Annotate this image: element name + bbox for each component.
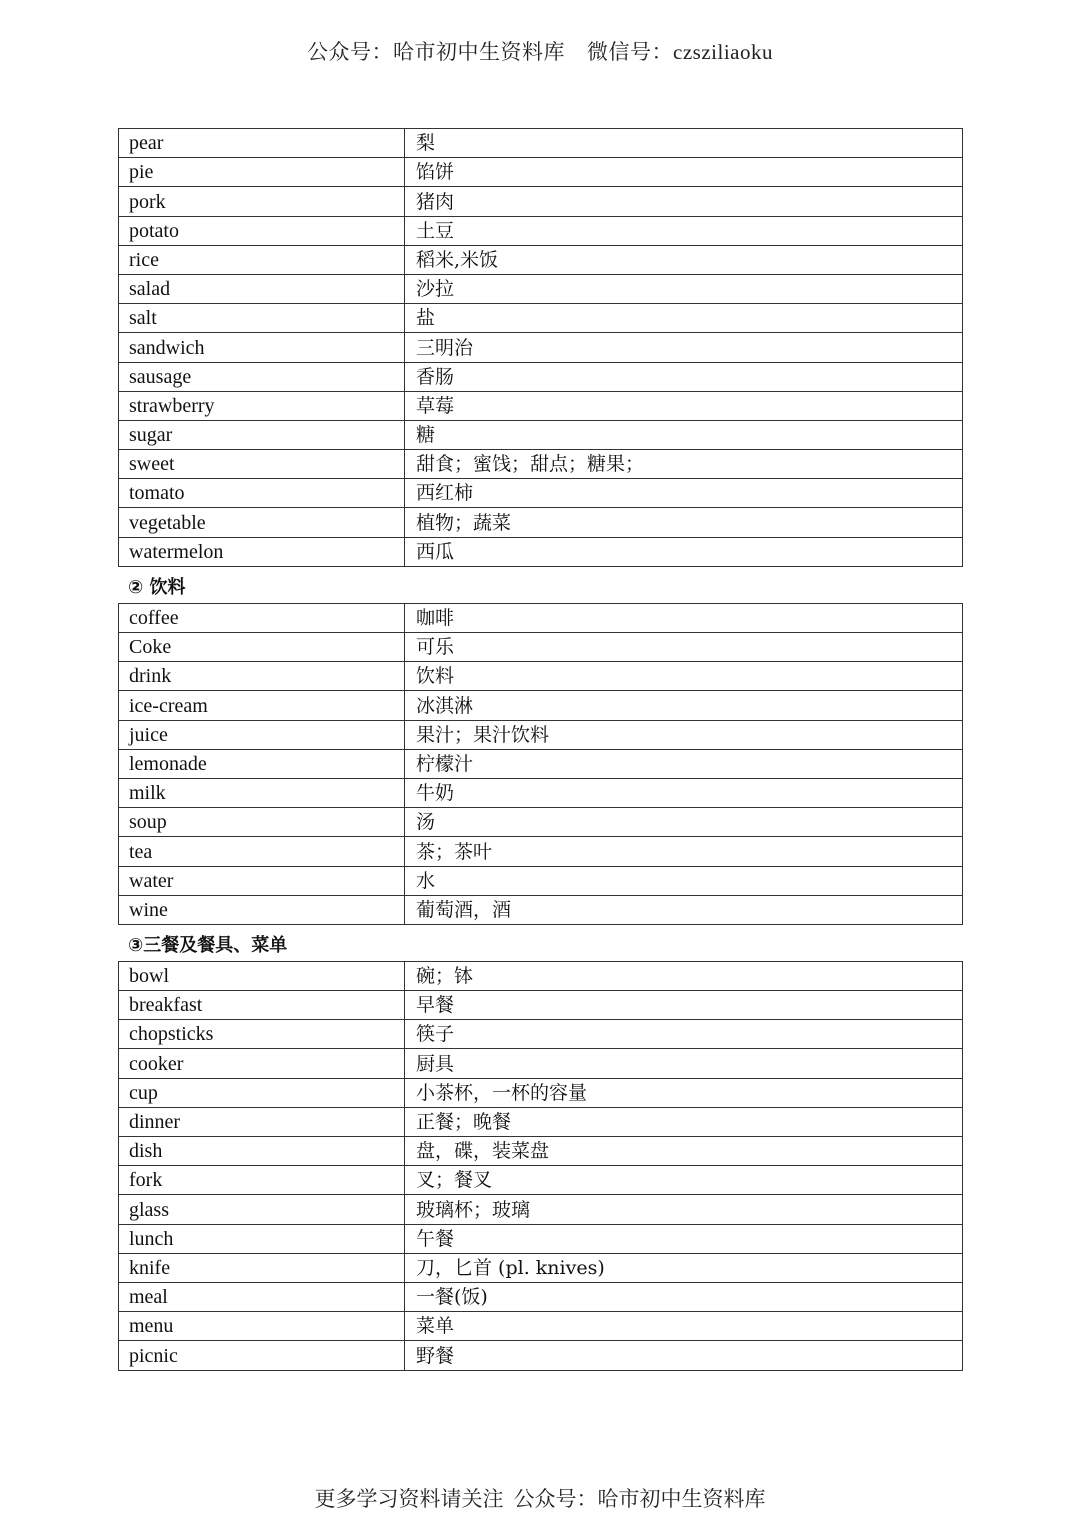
english-word: dinner [119,1107,405,1136]
english-word: dish [119,1137,405,1166]
english-word: salt [119,304,405,333]
english-word: picnic [119,1341,405,1370]
vocab-row [119,187,963,216]
header-wechat-label: 微信号：czsziliaoku [587,40,773,64]
chinese-meaning: 盐 [405,304,963,333]
english-word: milk [119,778,405,807]
english-word: soup [119,808,405,837]
english-word: tomato [119,479,405,508]
vocab-row [119,1195,963,1224]
vocab-row [119,1166,963,1195]
chinese-meaning: 筷子 [405,1020,963,1049]
vocab-row [119,720,963,749]
header-account-label: 公众号：哈市初中生资料库 [307,40,566,64]
vocab-row [119,304,963,333]
chinese-meaning: 三明治 [405,333,963,362]
english-word: strawberry [119,391,405,420]
vocab-row [119,961,963,990]
page-header [0,36,1080,66]
vocab-row [119,508,963,537]
section-title-meals-tableware: ③三餐及餐具、菜单 [128,934,288,956]
english-word: lunch [119,1224,405,1253]
english-word: pork [119,187,405,216]
english-word: breakfast [119,991,405,1020]
chinese-meaning: 碗；钵 [405,961,963,990]
vocab-row [119,362,963,391]
english-word: wine [119,895,405,924]
footer-more-label: 更多学习资料请关注 [314,1487,504,1511]
english-word: potato [119,216,405,245]
english-word: Coke [119,633,405,662]
english-word: chopsticks [119,1020,405,1049]
chinese-meaning: 咖啡 [405,603,963,632]
vocab-row [119,1049,963,1078]
chinese-meaning: 饮料 [405,662,963,691]
english-word: salad [119,274,405,303]
chinese-meaning: 叉；餐叉 [405,1166,963,1195]
english-word: pie [119,158,405,187]
vocab-row [119,1312,963,1341]
english-word: drink [119,662,405,691]
chinese-meaning: 沙拉 [405,274,963,303]
english-word: knife [119,1253,405,1282]
english-word: pear [119,129,405,158]
vocab-row [119,991,963,1020]
chinese-meaning: 西红柿 [405,479,963,508]
page-footer [0,1483,1080,1513]
chinese-meaning: 柠檬汁 [405,749,963,778]
english-word: cooker [119,1049,405,1078]
english-word: sausage [119,362,405,391]
vocab-row [119,216,963,245]
english-word: sugar [119,420,405,449]
vocab-row [119,129,963,158]
chinese-meaning: 土豆 [405,216,963,245]
english-word: glass [119,1195,405,1224]
vocab-row [119,662,963,691]
english-word: vegetable [119,508,405,537]
chinese-meaning: 梨 [405,129,963,158]
vocab-row [119,479,963,508]
vocab-row [119,866,963,895]
chinese-meaning: 盘，碟，装菜盘 [405,1137,963,1166]
vocab-row [119,1253,963,1282]
chinese-meaning: 草莓 [405,391,963,420]
footer-account-label: 公众号：哈市初中生资料库 [513,1487,766,1511]
english-word: lemonade [119,749,405,778]
vocab-row [119,895,963,924]
english-word: fork [119,1166,405,1195]
vocab-row [119,274,963,303]
chinese-meaning: 果汁；果汁饮料 [405,720,963,749]
vocab-row [119,1224,963,1253]
chinese-meaning: 可乐 [405,633,963,662]
vocab-row [119,1107,963,1136]
english-word: coffee [119,603,405,632]
chinese-meaning: 厨具 [405,1049,963,1078]
chinese-meaning: 猪肉 [405,187,963,216]
english-word: meal [119,1282,405,1311]
chinese-meaning: 茶；茶叶 [405,837,963,866]
chinese-meaning: 水 [405,866,963,895]
vocab-row [119,158,963,187]
english-word: menu [119,1312,405,1341]
chinese-meaning: 正餐；晚餐 [405,1107,963,1136]
vocab-row [119,1078,963,1107]
vocab-row [119,420,963,449]
vocab-content [118,128,962,1371]
chinese-meaning: 小茶杯，一杯的容量 [405,1078,963,1107]
chinese-meaning: 馅饼 [405,158,963,187]
vocab-row [119,245,963,274]
vocab-row [119,391,963,420]
chinese-meaning: 葡萄酒，酒 [405,895,963,924]
vocab-row [119,333,963,362]
english-word: water [119,866,405,895]
chinese-meaning: 早餐 [405,991,963,1020]
english-word: cup [119,1078,405,1107]
english-word: sandwich [119,333,405,362]
english-word: ice-cream [119,691,405,720]
chinese-meaning: 冰淇淋 [405,691,963,720]
vocab-row [119,837,963,866]
chinese-meaning: 牛奶 [405,778,963,807]
vocab-row [119,1137,963,1166]
vocab-row [119,808,963,837]
english-word: sweet [119,450,405,479]
chinese-meaning: 糖 [405,420,963,449]
english-word: juice [119,720,405,749]
vocab-table-drinks [118,603,963,925]
english-word: tea [119,837,405,866]
english-word: bowl [119,961,405,990]
chinese-meaning: 野餐 [405,1341,963,1370]
chinese-meaning: 香肠 [405,362,963,391]
vocab-row [119,633,963,662]
chinese-meaning: 玻璃杯；玻璃 [405,1195,963,1224]
vocab-row [119,749,963,778]
vocab-table-food [118,128,963,567]
vocab-row [119,450,963,479]
chinese-meaning: 刀，匕首 (pl. knives) [405,1253,963,1282]
chinese-meaning: 植物；蔬菜 [405,508,963,537]
section-title-drinks: ② 饮料 [128,576,186,598]
vocab-row [119,603,963,632]
vocab-row [119,1341,963,1370]
vocab-row [119,1020,963,1049]
chinese-meaning: 午餐 [405,1224,963,1253]
vocab-table-meals [118,961,963,1371]
vocab-row [119,1282,963,1311]
english-word: rice [119,245,405,274]
chinese-meaning: 甜食；蜜饯；甜点；糖果； [405,450,963,479]
chinese-meaning: 稻米,米饭 [405,245,963,274]
vocab-row [119,778,963,807]
chinese-meaning: 西瓜 [405,537,963,566]
chinese-meaning: 汤 [405,808,963,837]
vocab-row [119,537,963,566]
chinese-meaning: 一餐(饭) [405,1282,963,1311]
chinese-meaning: 菜单 [405,1312,963,1341]
english-word: watermelon [119,537,405,566]
vocab-row [119,691,963,720]
